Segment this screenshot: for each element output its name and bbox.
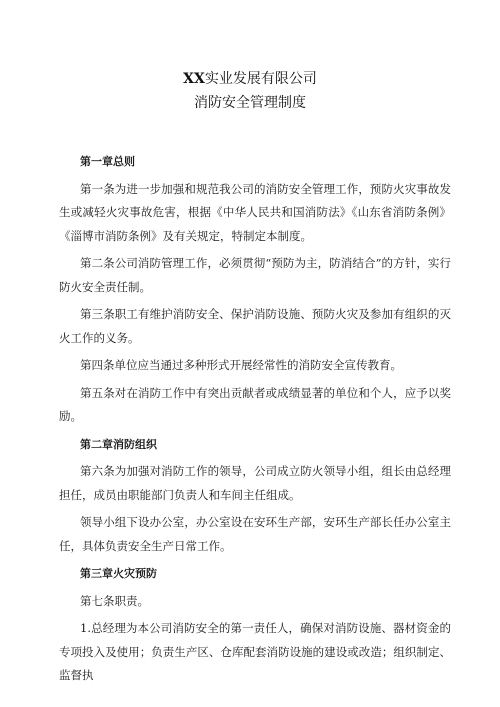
- chapter-heading: 第二章消防组织: [80, 437, 157, 451]
- paragraph: 第四条单位应当通过多种形式开展经常性的消防安全宣传教育。: [80, 358, 402, 372]
- chapter-heading: 第一章总则: [80, 155, 135, 168]
- paragraph: 第三条职工有维护消防安全、保护消防设施、预防火灾及参加有组织的灭火工作的义务。: [59, 307, 451, 345]
- company-prefix: XX: [183, 71, 205, 87]
- chapter-heading: 第三章火灾预防: [80, 567, 157, 580]
- paragraph: 第五条对在消防工作中有突出贡献者或成绩显著的单位和个人，应予以奖励。: [59, 385, 451, 423]
- paragraph: 领导小组下设办公室，办公室设在安环生产部，安环生产部长任办公室主任，具体负责安全生产日常工作。: [59, 515, 451, 553]
- paragraph: 1.总经理为本公司消防安全的第一责任人，确保对消防设施、器材资金的专项投入及使用；负责生产区、仓库配套消防设施的建设或改造；组织制定、监督执: [59, 621, 451, 682]
- paragraph: 第七条职责。: [80, 593, 149, 608]
- document-body: [59, 150, 451, 688]
- company-name: 实业发展有限公司: [204, 71, 317, 87]
- paragraph: 第二条公司消防管理工作，必须贯彻“预防为主，防消结合”的方针，实行防火安全责任制。: [59, 256, 451, 294]
- paragraph: 第六条为加强对消防工作的领导，公司成立防火领导小组，组长由总经理担任，成员由职能部门负责人和车间主任组成。: [59, 464, 451, 502]
- company-title: [0, 70, 500, 88]
- paragraph: 第一条为进一步加强和规范我公司的消防安全管理工作，预防火灾事故发生或减轻火灾事故危害，根据《中华人民共和国消防法》《山东省消防条例》《淄博市消防条例》及有关规定，特制定本制度。: [59, 181, 451, 243]
- document-subtitle: 消防安全管理制度: [194, 95, 306, 111]
